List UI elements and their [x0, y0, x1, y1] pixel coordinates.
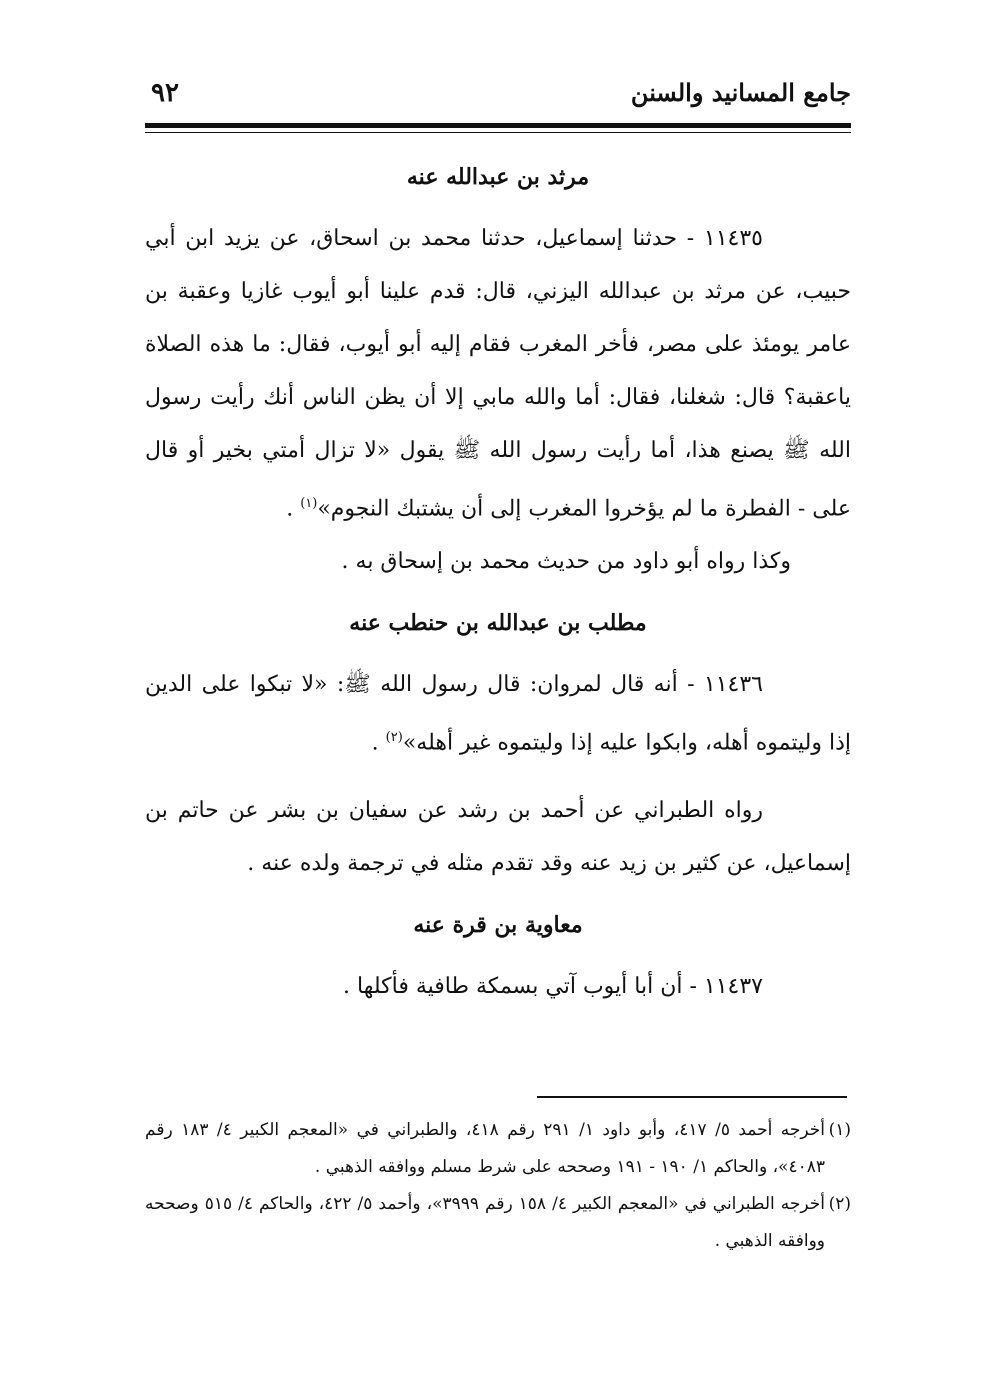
footnote-mark: (٢) [385, 730, 403, 746]
footnotes [145, 1112, 851, 1260]
footnote-text: أخرجه الطبراني في «المعجم الكبير ٤/ ١٥٨ رقم ٣٩٩٩»، وأحمد ٥/ ٤٢٢، والحاكم ٤/ ٥١٥ وصححه ووافقه الذهبي . [145, 1194, 825, 1251]
running-header [145, 58, 851, 126]
footnote-number: (٢) [828, 1194, 851, 1214]
main-text [145, 150, 851, 1013]
footnote-item [145, 1112, 851, 1186]
hadith-paragraph: ١١٤٣٥ - حدثنا إسماعيل، حدثنا محمد بن اسحاق، عن يزيد ابن أبي حبيب، عن مرثد بن عبدالله اليزني، قال: قدم علينا أبو أيوب غازيا وعقبة بن عامر يومئذ على مصر، فأخر المغرب فقام إليه أبو أيوب، فقال: ما هذه الصلاة ياعقبة؟ قال: شغلنا، فقال: أما والله مابي إلا أن يظن الناس أنك رأيت رسول الله ﷺ يصنع هذا، أما رأيت رسول الله ﷺ يقول «لا تزال أمتي بخير أو قال على - الفطرة ما لم يؤخروا المغرب إلى أن يشتبك النجوم»$^{(١)}$ . [145, 226, 851, 522]
commentary-paragraph: وكذا رواه أبو داود من حديث محمد بن إسحاق به . [341, 549, 791, 575]
section-heading: مرثد بن عبدالله عنه [406, 164, 590, 190]
footnote-text: أخرجه أحمد ٥/ ٤١٧، وأبو داود ١/ ٢٩١ رقم ٤١٨، والطبراني في «المعجم الكبير ٤/ ١٨٣ رقم ٤٠٨٣»، والحاكم ١/ ١٩٠ - ١٩١ وصححه على شرط مسلم ووافقه الذهبي . [145, 1120, 826, 1177]
footnote-separator [537, 1096, 847, 1098]
hadith-text: ١١٤٣٦ - أنه قال لمروان: قال رسول الله ﷺ: «لا تبكوا على الدين إذا وليتموه أهله، وابكوا عليه إذا وليتموه غير أهله» [145, 672, 851, 756]
book-title: جامع المسانيد والسنن [630, 78, 851, 107]
header-rule [145, 123, 851, 128]
section-heading: معاوية بن قرة عنه [413, 911, 583, 938]
section-heading: مطلب بن عبدالله بن حنطب عنه [349, 610, 647, 637]
hadith-text: ١١٤٣٥ - حدثنا إسماعيل، حدثنا محمد بن اسحاق، عن يزيد ابن أبي حبيب، عن مرثد بن عبدالله اليزني، قال: قدم علينا أبو أيوب غازيا وعقبة بن عامر يومئذ على مصر، فأخر المغرب فقام إليه أبو أيوب، فقال: ما هذه الصلاة ياعقبة؟ قال: شغلنا، فقال: أما والله مابي إلا أن يظن الناس أنك رأيت رسول الله ﷺ يصنع هذا، أما رأيت رسول الله ﷺ يقول «لا تزال أمتي بخير أو قال على - الفطرة ما لم يؤخروا المغرب إلى أن يشتبك النجوم» [145, 226, 851, 522]
page-number: ٩٢ [151, 78, 179, 108]
commentary-paragraph: رواه الطبراني عن أحمد بن رشد عن سفيان بن بشر عن حاتم بن إسماعيل، عن كثير بن زيد عنه وقد تقدم مثله في ترجمة ولده عنه . [145, 797, 851, 876]
footnote-mark: (١) [300, 496, 318, 511]
hadith-paragraph: ١١٤٣٦ - أنه قال لمروان: قال رسول الله ﷺ: «لا تبكوا على الدين إذا وليتموه أهله، وابكوا عليه إذا وليتموه غير أهله»$^{(٢)}$ . [145, 672, 851, 756]
footnote-number: (١) [828, 1120, 851, 1140]
footnote-item [145, 1186, 851, 1260]
header-rule-thin [145, 132, 851, 133]
hadith-paragraph: ١١٤٣٧ - أن أبا أيوب آتي بسمكة طافية فأكلها . [343, 973, 763, 999]
